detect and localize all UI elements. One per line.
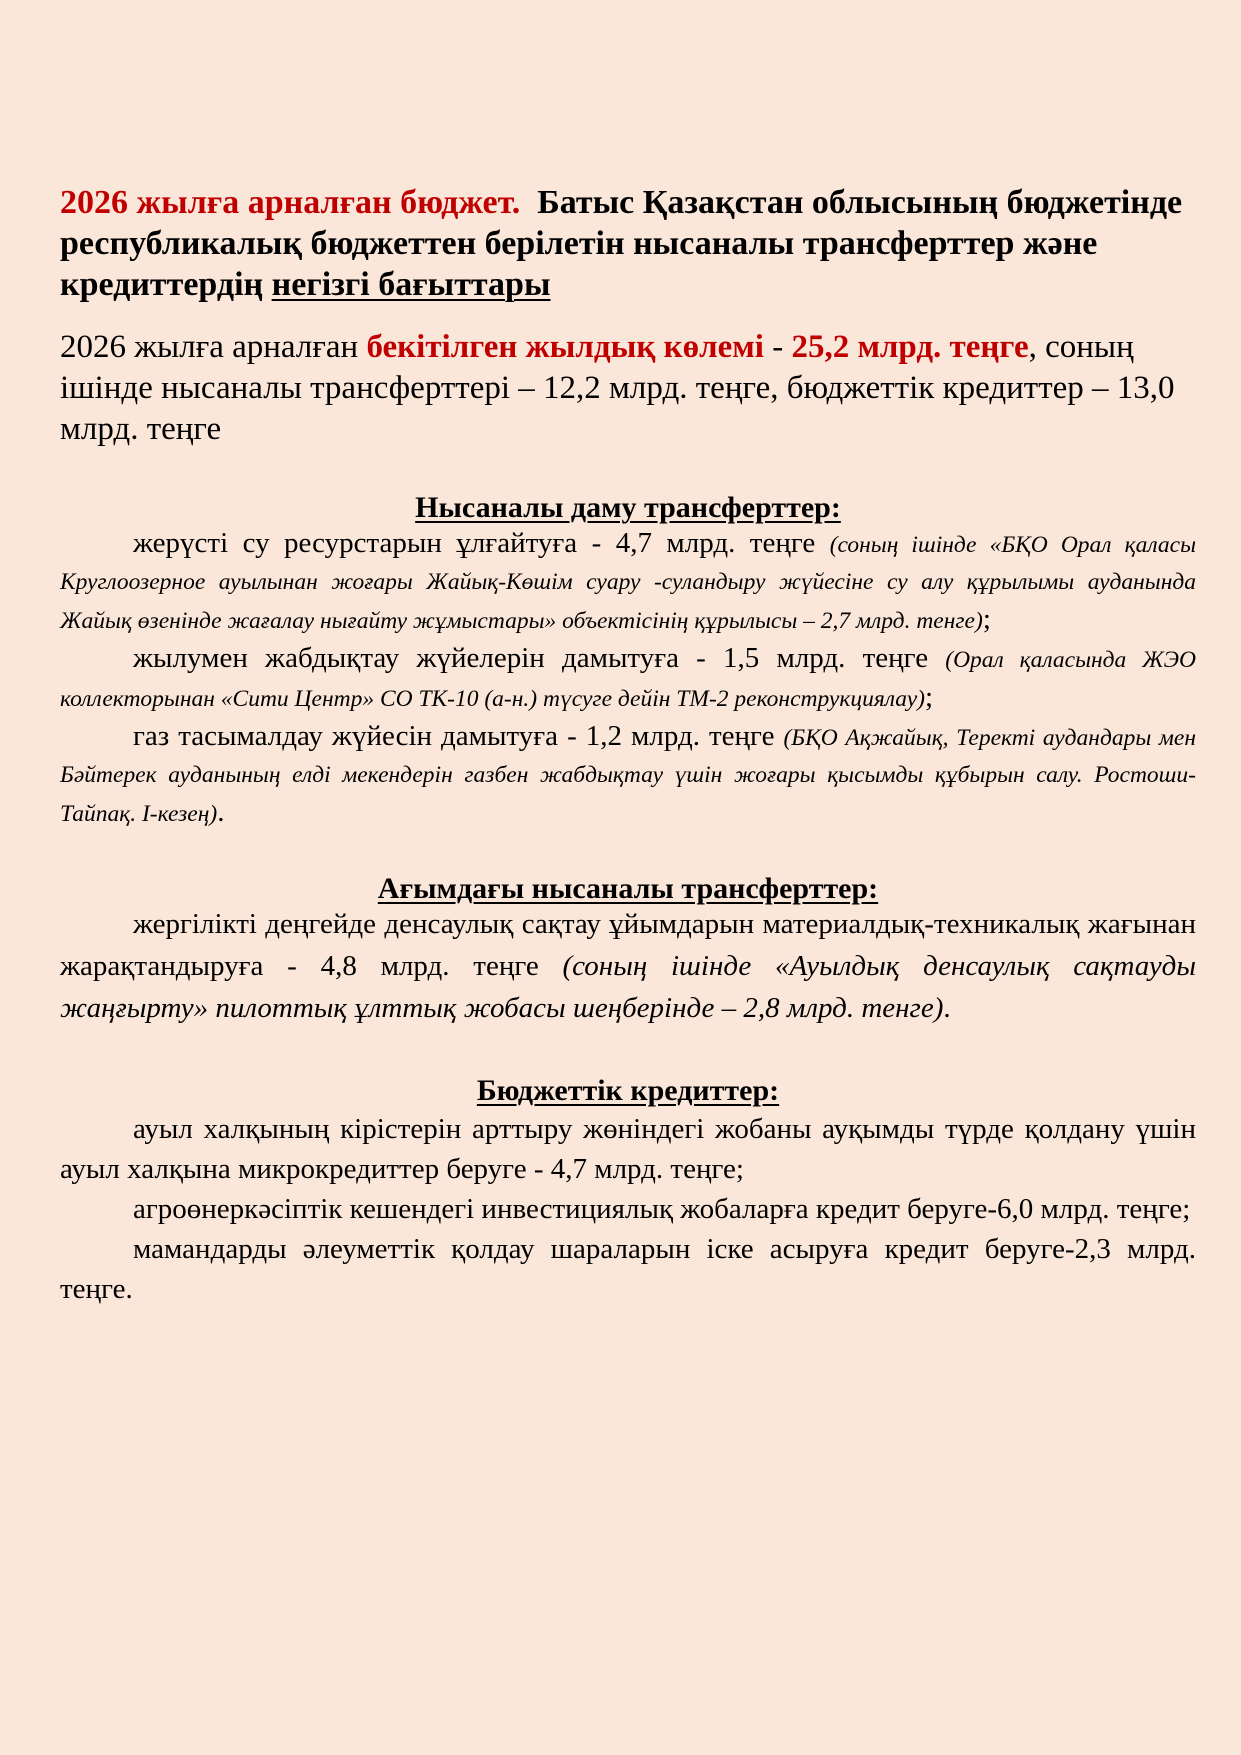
item-main-text: ауыл халқының кірістерін арттыру жөніндегі жобаны ауқымды түрде қолдану үшін ауыл халқына микрокредиттер беруге - 4,7 млрд. теңге; bbox=[60, 1113, 1196, 1185]
item-note: (соның ішінде «Ауылдық денсаулық сақтауды жаңғырту» пилоттық ұлттық жобасы шеңберінде – 2,8 млрд. тенге) bbox=[60, 950, 1196, 1024]
title-underlined-text: негізгі бағыттары bbox=[271, 266, 551, 303]
item-end: ; bbox=[982, 603, 991, 635]
title-main-text: Батыс Қазақстан облысының бюджетінде республикалық бюджеттен берілетін нысаналы трансферттер және кредиттердің bbox=[60, 184, 1183, 303]
section-heading bbox=[60, 490, 1196, 526]
budget-summary bbox=[60, 327, 1196, 450]
item-main-text: жергілікті деңгейде денсаулық сақтау ұйымдарын материалдық-техникалық жағынан жарақтандыруға - 4,8 млрд. теңге bbox=[60, 908, 1196, 982]
item-main-text: мамандарды әлеуметтік қолдау шараларын іске асыруға кредит беруге-2,3 млрд. теңге. bbox=[60, 1233, 1196, 1305]
summary-rest: , соның ішінде нысаналы трансферттері – 12,2 млрд. теңге, бюджеттік кредиттер – 13,0 млрд. теңге bbox=[60, 329, 1175, 447]
summary-highlight-label: бекітілген жылдық көлемі bbox=[366, 329, 764, 365]
list-item bbox=[60, 641, 1196, 719]
item-note: (БҚО Ақжайық, Теректі аудандары мен Бәйтерек ауданының елді мекендерін газбен жабдықтау үшін жоғары қысымды құбырын салу. Ростоши-Тайпақ. І-кезең) bbox=[60, 725, 1196, 827]
document-title bbox=[60, 182, 1196, 305]
section-heading-text: Бюджеттік кредиттер: bbox=[476, 1074, 780, 1107]
item-main-text: агроөнеркәсіптік кешендегі инвестициялық жобаларға кредит беруге-6,0 млрд. теңге; bbox=[133, 1193, 1191, 1225]
section-heading-text: Ағымдағы нысаналы трансферттер: bbox=[377, 872, 879, 905]
list-item bbox=[60, 1229, 1196, 1309]
list-item bbox=[60, 526, 1196, 641]
item-main-text: жерүсті су ресурстарын ұлғайтуға - 4,7 млрд. теңге bbox=[133, 527, 830, 559]
list-item bbox=[60, 719, 1196, 834]
item-note: (Орал қаласында ЖЭО коллекторынан «Сити Центр» СО ТК-10 (а-н.) түсуге дейін ТМ-2 реконструкциялау) bbox=[60, 647, 1196, 712]
item-main-text: жылумен жабдықтау жүйелерін дамытуға - 1,5 млрд. теңге bbox=[133, 642, 946, 674]
item-end: . bbox=[217, 796, 225, 828]
list-item bbox=[60, 1189, 1196, 1229]
summary-dash: - bbox=[763, 329, 792, 365]
item-main-text: газ тасымалдау жүйесін дамытуға - 1,2 млрд. теңге bbox=[133, 720, 784, 752]
section-budget-credits bbox=[60, 1073, 1196, 1309]
section-current-transfers bbox=[60, 871, 1196, 1033]
section-development-transfers bbox=[60, 490, 1196, 834]
item-end: . bbox=[943, 992, 951, 1024]
list-item bbox=[60, 1109, 1196, 1189]
section-heading bbox=[60, 1073, 1196, 1109]
title-year-label: 2026 жылға арналған бюджет. bbox=[60, 184, 521, 221]
summary-total-value: 25,2 млрд. теңге bbox=[791, 329, 1029, 365]
summary-lead: 2026 жылға арналған bbox=[60, 329, 359, 365]
item-end: ; bbox=[925, 681, 934, 713]
list-item bbox=[60, 907, 1196, 1033]
section-heading bbox=[60, 871, 1196, 907]
item-note: (соның ішінде «БҚО Орал қаласы Круглоозерное ауылынан жоғары Жайық-Көшім суару -суландыру жүйесіне су алу құрылымы ауданында Жайық өзенінде жағалау нығайту жұмыстары» объектісінің құрылысы – 2,7 млрд. тенге) bbox=[60, 532, 1196, 634]
section-heading-text: Нысаналы даму трансферттер: bbox=[415, 491, 841, 524]
document-page bbox=[60, 182, 1196, 1309]
